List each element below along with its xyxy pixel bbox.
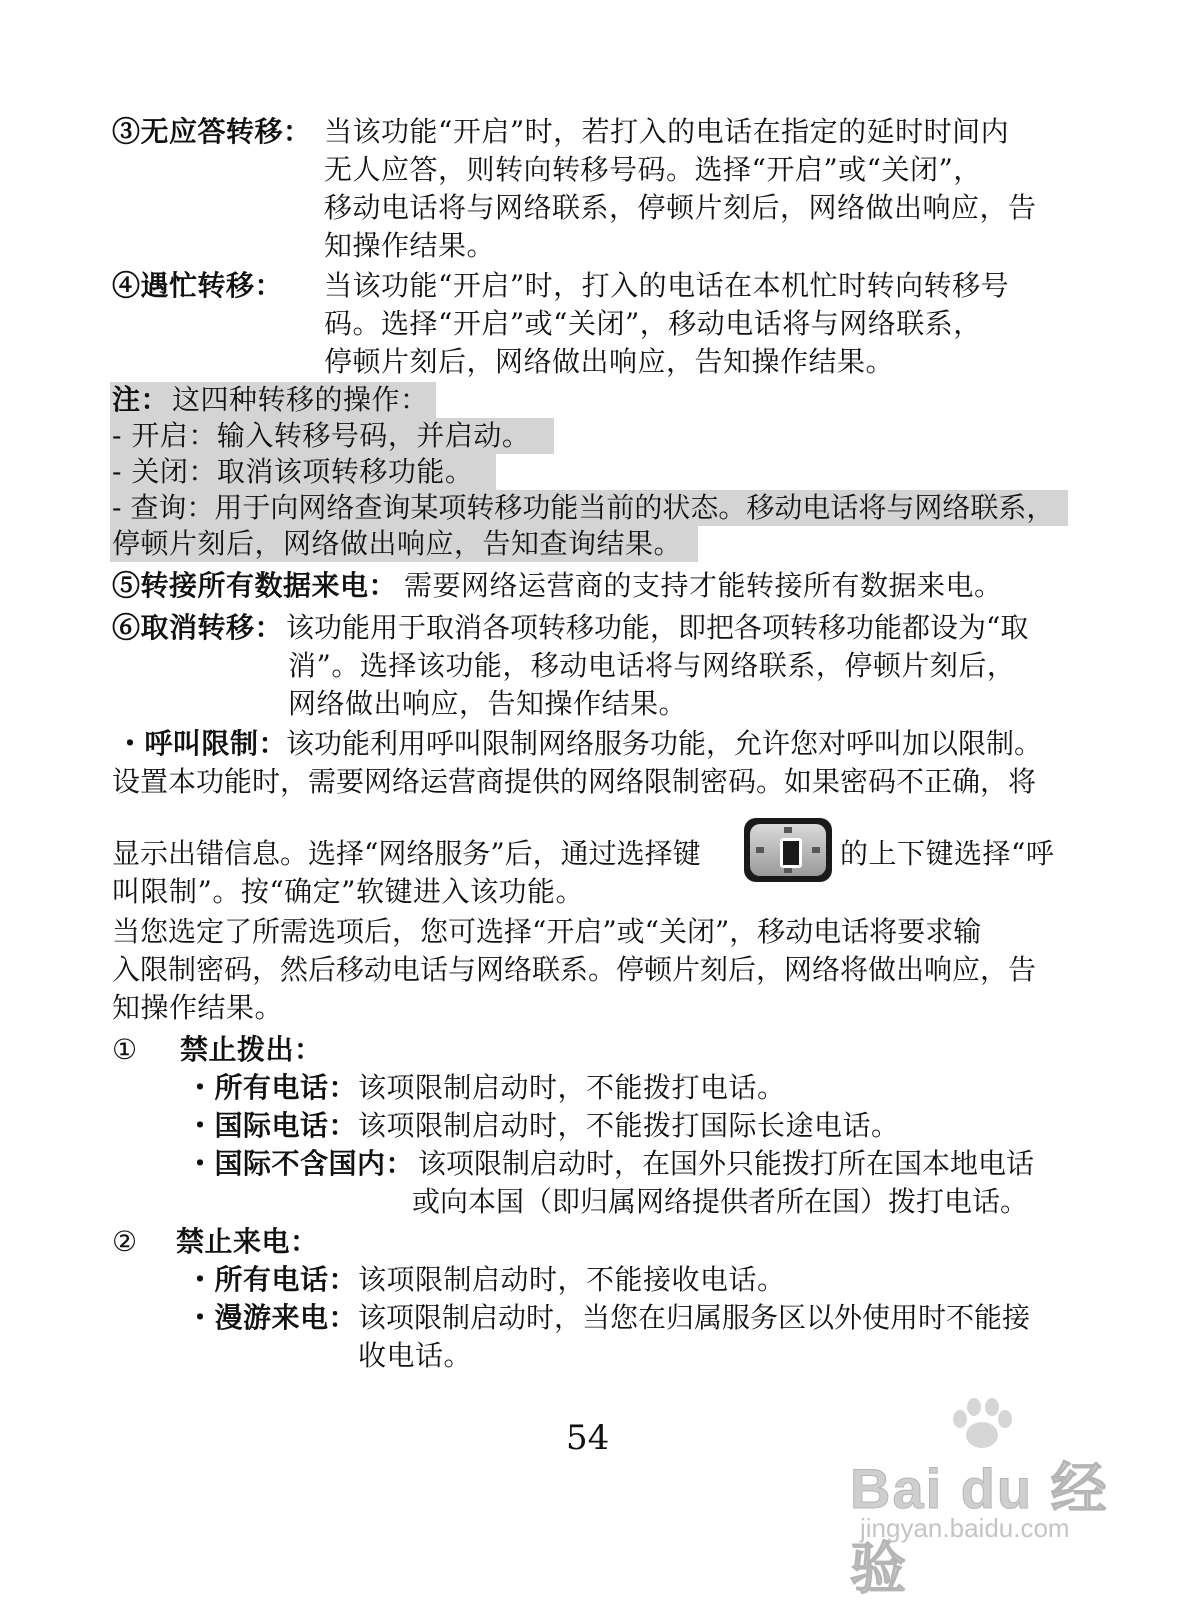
no-answer-line-3: 移动电话将与网络联系，停顿片刻后，网络做出响应，告	[324, 191, 1037, 224]
call-barring-label: ・呼叫限制：	[116, 727, 288, 760]
no-answer-line-4: 知操作结果。	[324, 229, 496, 262]
navigation-key-face	[750, 824, 826, 876]
watermark-sub: jingyan.baidu.com	[860, 1513, 1070, 1543]
note-line-1: - 开启：输入转移号码，并启动。	[112, 419, 531, 452]
call-barring-line-4: 叫限制”。按“确定”软键进入该功能。	[112, 875, 584, 908]
incoming-item-1-text: 该项限制启动时，不能接收电话。	[358, 1263, 786, 1296]
busy-line-3: 停顿片刻后，网络做出响应，告知操作结果。	[324, 345, 895, 378]
navigation-key-icon	[744, 818, 832, 882]
cancel-line-1: 该功能用于取消各项转移功能，即把各项转移功能都设为“取	[286, 611, 1029, 644]
outgoing-item-2-label: ・国际电话：	[186, 1109, 358, 1142]
no-answer-line-1: 当该功能“开启”时，若打入的电话在指定的延时时间内	[324, 115, 1010, 148]
incoming-title: 禁止来电：	[176, 1225, 319, 1258]
call-barring-para-3: 知操作结果。	[112, 991, 284, 1024]
incoming-item-1-label: ・所有电话：	[186, 1263, 358, 1296]
outgoing-item-3-label: ・国际不含国内：	[186, 1147, 415, 1180]
call-barring-line-1: 该功能利用呼叫限制网络服务功能，允许您对呼叫加以限制。	[286, 727, 1043, 760]
outgoing-item-1-label: ・所有电话：	[186, 1071, 358, 1104]
data-calls-text: 需要网络运营商的支持才能转接所有数据来电。	[404, 569, 1003, 602]
call-barring-line-3b: 的上下键选择“呼	[840, 837, 1055, 870]
data-calls-label: ⑤转接所有数据来电：	[112, 569, 398, 602]
outgoing-item-1-text: 该项限制启动时，不能拨打电话。	[358, 1071, 786, 1104]
call-barring-line-3a: 显示出错信息。选择“网络服务”后，通过选择键	[112, 837, 701, 870]
busy-line-1: 当该功能“开启”时，打入的电话在本机忙时转向转移号	[324, 269, 1010, 302]
incoming-num: ②	[112, 1225, 138, 1258]
no-answer-label: ③无应答转移：	[112, 115, 312, 148]
outgoing-item-3-text: 该项限制启动时，在国外只能拨打所在国本地电话	[418, 1147, 1035, 1180]
outgoing-item-2-text: 该项限制启动时，不能拨打国际长途电话。	[358, 1109, 900, 1142]
watermark-main: Bai du 经验	[850, 1457, 1109, 1600]
page-number: 54	[566, 1418, 610, 1458]
cancel-label: ⑥取消转移：	[112, 611, 284, 644]
no-answer-line-2: 无人应答，则转向转移号码。选择“开启”或“关闭”，	[324, 153, 982, 186]
incoming-item-2-cont: 收电话。	[358, 1339, 473, 1372]
nav-up-arrow	[784, 827, 792, 833]
call-barring-para-1: 当您选定了所需选项后，您可选择“开启”或“关闭”，移动电话将要求输	[112, 915, 982, 948]
nav-right-arrow	[812, 847, 820, 853]
cancel-line-3: 网络做出响应，告知操作结果。	[288, 687, 688, 720]
outgoing-num: ①	[112, 1033, 138, 1066]
busy-label: ④遇忙转移：	[112, 269, 284, 302]
call-barring-line-2: 设置本功能时，需要网络运营商提供的网络限制密码。如果密码不正确，将	[112, 765, 1037, 798]
baidu-watermark	[850, 1395, 1110, 1600]
outgoing-item-3-cont: 或向本国（即归属网络提供者所在国）拨打电话。	[412, 1185, 1029, 1218]
note-line-3: - 查询：用于向网络查询某项转移功能当前的状态。移动电话将与网络联系，	[112, 491, 1055, 524]
call-barring-para-2: 入限制密码，然后移动电话与网络联系。停顿片刻后，网络将做出响应，告	[112, 953, 1037, 986]
incoming-item-2-label: ・漫游来电：	[186, 1301, 358, 1334]
note-label: 注：	[112, 383, 170, 416]
nav-left-arrow	[756, 847, 764, 853]
note-line-2: - 关闭：取消该项转移功能。	[112, 455, 474, 488]
note-line-4: 停顿片刻后，网络做出响应，告知查询结果。	[112, 527, 683, 560]
busy-line-2: 码。选择“开启”或“关闭”，移动电话将与网络联系，	[324, 307, 982, 340]
note-title: 这四种转移的操作：	[172, 383, 429, 416]
outgoing-title: 禁止拨出：	[180, 1033, 323, 1066]
cancel-line-2: 消”。选择该功能，移动电话将与网络联系，停顿片刻后，	[288, 649, 1016, 682]
incoming-item-2-text: 该项限制启动时，当您在归属服务区以外使用时不能接	[358, 1301, 1031, 1334]
nav-center-key	[780, 838, 802, 868]
